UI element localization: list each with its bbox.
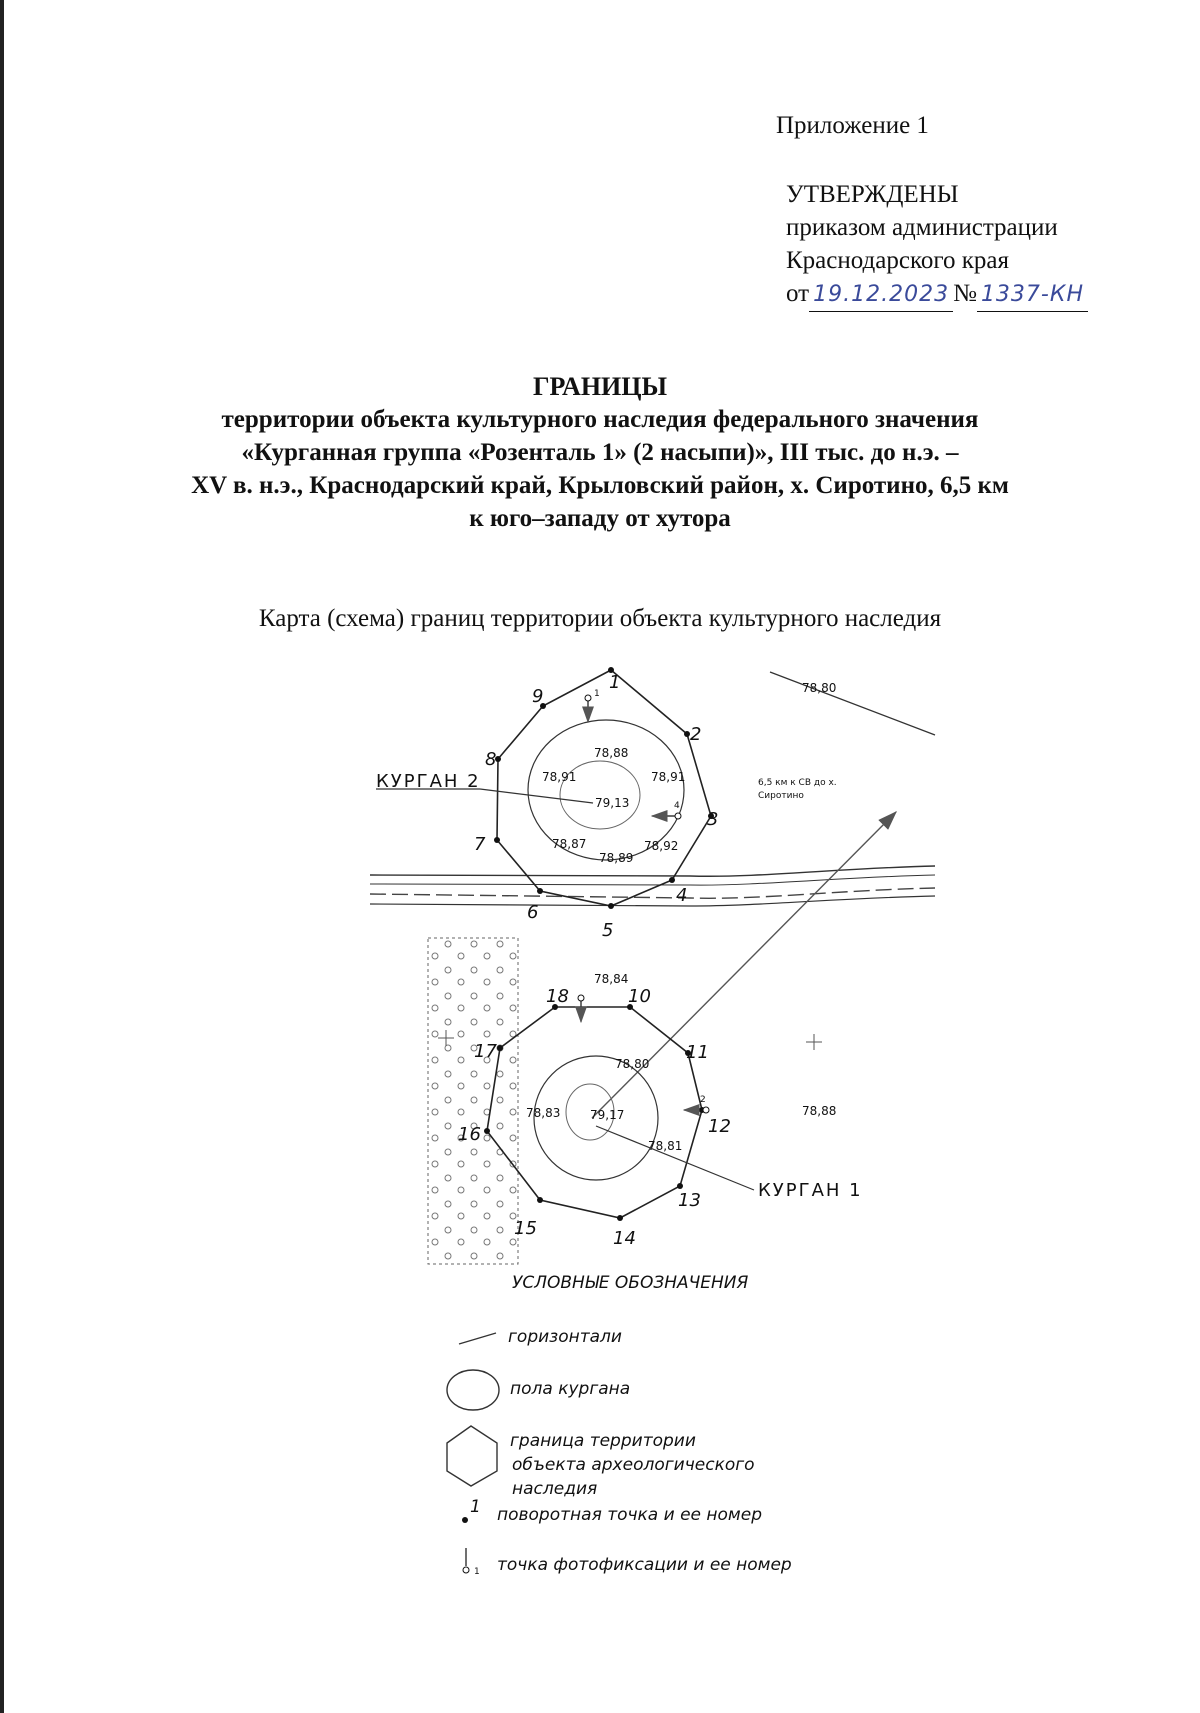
photo-point-2-num: 2 bbox=[700, 1095, 706, 1105]
elev-7889: 78,89 bbox=[599, 851, 634, 865]
legend-turning-point: поворотная точка и ее номер bbox=[497, 1505, 762, 1525]
legend-boundary-1: граница территории bbox=[510, 1431, 696, 1451]
appendix-label: Приложение 1 bbox=[776, 112, 929, 139]
order-line-1: приказом администрации bbox=[786, 214, 1058, 241]
point-15: 15 bbox=[514, 1218, 537, 1239]
boundary-kurgan-2 bbox=[497, 670, 711, 906]
photo-point-4-num: 4 bbox=[674, 801, 680, 811]
point-9: 9 bbox=[532, 686, 544, 707]
elev-7913: 79,13 bbox=[595, 796, 630, 810]
kurgan-2 bbox=[376, 667, 718, 941]
legend-photo-num: 1 bbox=[474, 1567, 480, 1577]
photo-point-1-num: 1 bbox=[594, 689, 600, 699]
grid-cross-right bbox=[806, 1034, 822, 1050]
elev-7887: 78,87 bbox=[552, 837, 587, 851]
point-8: 8 bbox=[485, 749, 497, 770]
legend-turning-point-num: 1 bbox=[470, 1497, 481, 1517]
legend-photo-point: точка фотофиксации и ее номер bbox=[497, 1555, 792, 1575]
elev-7891-left: 78,91 bbox=[542, 770, 577, 784]
point-14: 14 bbox=[613, 1228, 636, 1249]
point-3: 3 bbox=[707, 809, 719, 830]
point-7: 7 bbox=[474, 834, 486, 855]
number-label: № bbox=[953, 280, 977, 307]
map-subtitle: Карта (схема) границ территории объекта культурного наследия bbox=[258, 605, 942, 632]
legend-mound-symbol bbox=[447, 1370, 499, 1410]
order-date: 19.12.2023 bbox=[813, 282, 950, 307]
legend bbox=[447, 1273, 792, 1577]
direction-note-line-1: 6,5 км к СВ до х. bbox=[758, 778, 837, 788]
legend-boundary-2: объекта археологического bbox=[512, 1455, 755, 1475]
point-4: 4 bbox=[676, 885, 688, 906]
point-16: 16 bbox=[458, 1124, 481, 1145]
legend-turning-point-dot bbox=[462, 1517, 468, 1523]
legend-contour-symbol bbox=[459, 1333, 496, 1344]
order-line-2: Краснодарского края bbox=[786, 247, 1009, 274]
approved-heading: УТВЕРЖДЕНЫ bbox=[786, 181, 959, 208]
elev-7892: 78,92 bbox=[644, 839, 679, 853]
elev-7880-k1: 78,80 bbox=[615, 1057, 650, 1071]
point-11: 11 bbox=[686, 1042, 709, 1063]
elev-7884: 78,84 bbox=[594, 972, 629, 986]
kurgan-2-label: КУРГАН 2 bbox=[376, 771, 481, 792]
contour-line-ne bbox=[770, 672, 935, 735]
road bbox=[370, 866, 935, 906]
elev-7880: 78,80 bbox=[802, 681, 837, 695]
point-2: 2 bbox=[690, 724, 702, 745]
field-hatched bbox=[428, 938, 518, 1264]
point-12: 12 bbox=[708, 1116, 731, 1137]
order-number: 1337-КН bbox=[980, 282, 1085, 307]
title-line-3: XV в. н.э., Краснодарский край, Крыловский район, х. Сиротино, 6,5 км bbox=[191, 472, 1009, 499]
point-18: 18 bbox=[546, 986, 569, 1007]
elev-7917: 79,17 bbox=[590, 1108, 625, 1122]
title-line-2: «Курганная группа «Розенталь 1» (2 насыпи)», III тыс. до н.э. – bbox=[241, 439, 959, 466]
kurgan-1-label: КУРГАН 1 bbox=[758, 1180, 863, 1201]
legend-mound: пола кургана bbox=[510, 1379, 631, 1399]
legend-boundary-symbol bbox=[447, 1426, 497, 1486]
point-10: 10 bbox=[628, 986, 651, 1007]
title-line-4: к юго–западу от хутора bbox=[469, 505, 731, 532]
kurgan-1 bbox=[458, 972, 863, 1249]
legend-title: УСЛОВНЫЕ ОБОЗНАЧЕНИЯ bbox=[512, 1273, 749, 1293]
elev-7881: 78,81 bbox=[648, 1139, 683, 1153]
point-13: 13 bbox=[678, 1190, 701, 1211]
point-5: 5 bbox=[602, 920, 614, 941]
title-line-1: территории объекта культурного наследия федерального значения bbox=[221, 406, 979, 433]
point-1: 1 bbox=[609, 672, 621, 693]
legend-boundary-3: наследия bbox=[512, 1479, 598, 1499]
direction-note-line-2: Сиротино bbox=[758, 791, 804, 801]
title-heading: ГРАНИЦЫ bbox=[532, 372, 668, 401]
elev-7883: 78,83 bbox=[526, 1106, 561, 1120]
elev-7888-right: 78,88 bbox=[802, 1104, 837, 1118]
elev-7888: 78,88 bbox=[594, 746, 629, 760]
from-label: от bbox=[786, 280, 810, 307]
point-6: 6 bbox=[527, 902, 539, 923]
point-17: 17 bbox=[474, 1041, 497, 1062]
legend-contours: горизонтали bbox=[508, 1327, 622, 1347]
elev-7891-right: 78,91 bbox=[651, 770, 686, 784]
